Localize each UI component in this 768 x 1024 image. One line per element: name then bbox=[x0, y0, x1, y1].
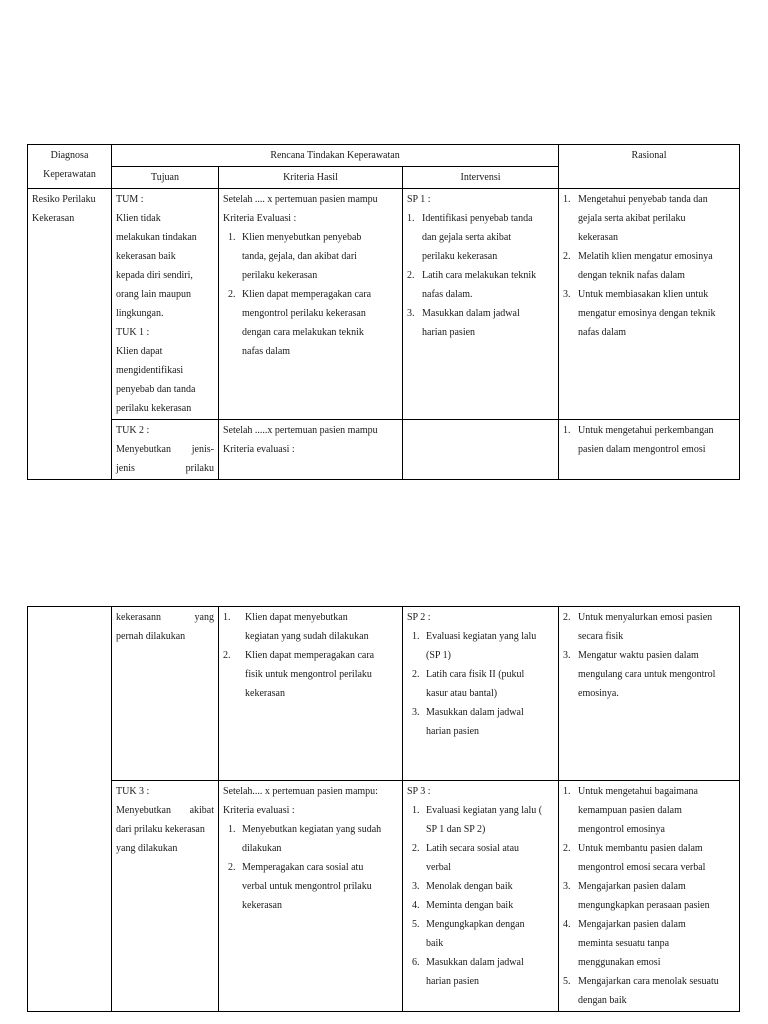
kriteria-cell bbox=[219, 607, 403, 781]
list-item-line: verbal untuk mengontrol prilaku bbox=[242, 881, 372, 892]
list-item-line: nafas dalam bbox=[578, 327, 627, 338]
list-number: 1. bbox=[228, 232, 236, 243]
text-line: kekerasan baik bbox=[116, 251, 176, 262]
list-item-line: baik bbox=[426, 938, 444, 949]
intervensi-list bbox=[407, 627, 554, 741]
list-item-line: Untuk mengetahui bagaimana bbox=[578, 786, 698, 797]
tujuan-cell bbox=[112, 420, 219, 480]
list-item-line: Klien dapat memperagakan cara bbox=[242, 289, 372, 300]
tujuan-line: dari prilaku kekerasan bbox=[116, 824, 205, 835]
list-item-line: menggunakan emosi bbox=[578, 957, 661, 968]
header-intervensi: Intervensi bbox=[403, 167, 559, 189]
list-item bbox=[223, 285, 398, 361]
list-number: 2. bbox=[228, 289, 236, 300]
intervensi-cell bbox=[403, 607, 559, 781]
list-item-line: dan gejala serta akibat bbox=[422, 232, 512, 243]
list-item-line: Memperagakan cara sosial atu bbox=[242, 862, 364, 873]
text-line: penyebab dan tanda bbox=[116, 384, 196, 395]
list-item bbox=[563, 782, 735, 839]
rasional-cell bbox=[559, 781, 740, 1012]
list-item bbox=[407, 209, 554, 266]
list-item-line: Menyebutkan kegiatan yang sudah bbox=[242, 824, 382, 835]
list-item bbox=[407, 953, 554, 991]
text-line: mengidentifikasi bbox=[116, 365, 184, 376]
intervensi-cell bbox=[403, 781, 559, 1012]
list-item-line: verbal bbox=[426, 862, 451, 873]
list-item-line: kasur atau bantal) bbox=[426, 688, 498, 699]
list-number: 3. bbox=[412, 707, 420, 718]
list-item-line: mengontrol emosi secara verbal bbox=[578, 862, 706, 873]
list-item-line: Klien dapat menyebutkan bbox=[245, 612, 348, 623]
list-item-line: dengan cara melakukan teknik bbox=[242, 327, 364, 338]
list-number: 3. bbox=[407, 308, 415, 319]
kriteria-cell bbox=[219, 189, 403, 420]
list-item-line: kekerasan bbox=[578, 232, 619, 243]
list-number: 5. bbox=[563, 976, 571, 987]
list-number: 1. bbox=[407, 213, 415, 224]
list-item bbox=[563, 285, 735, 342]
intervensi-cell bbox=[403, 189, 559, 420]
list-item-line: perilaku kekerasan bbox=[242, 270, 318, 281]
list-item bbox=[563, 915, 735, 972]
list-item-line: emosinya. bbox=[578, 688, 619, 699]
list-number: 3. bbox=[563, 881, 571, 892]
list-number: 2. bbox=[407, 270, 415, 281]
list-item-line: perilaku kekerasan bbox=[422, 251, 498, 262]
rasional-list bbox=[563, 782, 735, 1010]
list-item bbox=[407, 896, 554, 915]
list-item-line: kemampuan pasien dalam bbox=[578, 805, 682, 816]
list-item-line: harian pasien bbox=[426, 726, 480, 737]
list-item-line: Melatih klien mengatur emosinya bbox=[578, 251, 713, 262]
rasional-list bbox=[563, 421, 735, 459]
list-item-line: Latih cara melakukan teknik bbox=[422, 270, 537, 281]
intervensi-title: SP 2 : bbox=[407, 612, 431, 623]
list-number: 3. bbox=[563, 650, 571, 661]
tujuan-line: TUK 3 : bbox=[116, 786, 150, 797]
list-item bbox=[407, 839, 554, 877]
list-item-line: Identifikasi penyebab tanda bbox=[422, 213, 533, 224]
list-item-line: gejala serta akibat perilaku bbox=[578, 213, 686, 224]
list-number: 1. bbox=[223, 612, 231, 623]
list-number: 1. bbox=[412, 805, 420, 816]
list-item-line: harian pasien bbox=[422, 327, 476, 338]
tujuan-line: yang dilakukan bbox=[116, 843, 178, 854]
text-line: melakukan tindakan bbox=[116, 232, 197, 243]
rasional-cell bbox=[559, 607, 740, 781]
text-line: perilaku kekerasan bbox=[116, 403, 192, 414]
kriteria-intro bbox=[223, 782, 398, 820]
tujuan-line: Menyebutkan akibat bbox=[116, 805, 214, 816]
list-item bbox=[563, 972, 735, 1010]
list-item-line: mengontrol perilaku kekerasan bbox=[242, 308, 366, 319]
list-item-line: dilakukan bbox=[242, 843, 282, 854]
list-item-line: Untuk membiasakan klien untuk bbox=[578, 289, 709, 300]
header-kriteria: Kriteria Hasil bbox=[219, 167, 403, 189]
list-item-line: Untuk mengetahui perkembangan bbox=[578, 425, 714, 436]
list-item-line: nafas dalam bbox=[242, 346, 291, 357]
header-rasional: Rasional bbox=[559, 145, 740, 189]
tujuan-cell bbox=[112, 607, 219, 781]
list-item-line: kekerasan bbox=[245, 688, 285, 699]
list-item-line: tanda, gejala, dan akibat dari bbox=[242, 251, 357, 262]
text-line: Setelah .... x pertemuan pasien mampu bbox=[223, 194, 378, 205]
list-item-line: mengulang cara untuk mengontrol bbox=[578, 669, 716, 680]
text-line: Klien dapat bbox=[116, 346, 163, 357]
tujuan-line: kekerasann yang bbox=[116, 612, 214, 623]
list-item-line: mengungkapkan perasaan pasien bbox=[578, 900, 710, 911]
list-item bbox=[407, 877, 554, 896]
list-item-line: Evaluasi kegiatan yang lalu ( bbox=[426, 805, 543, 816]
list-number: 2. bbox=[228, 862, 236, 873]
list-number: 5. bbox=[412, 919, 420, 930]
list-item bbox=[563, 839, 735, 877]
list-item bbox=[223, 820, 398, 858]
tujuan-line: Menyebutkan jenis- bbox=[116, 444, 214, 455]
list-item-line: Untuk menyalurkan emosi pasien bbox=[578, 612, 713, 623]
list-number: 1. bbox=[228, 824, 236, 835]
list-item-line: Latih cara fisik II (pukul bbox=[426, 669, 525, 680]
list-number: 3. bbox=[563, 289, 571, 300]
care-plan-table-2 bbox=[27, 606, 740, 1012]
list-item-line: Masukkan dalam jadwal bbox=[426, 707, 524, 718]
list-item-line: Untuk membantu pasien dalam bbox=[578, 843, 703, 854]
list-item-line: Mengajarkan pasien dalam bbox=[578, 881, 686, 892]
list-item-line: Mengajarkan pasien dalam bbox=[578, 919, 686, 930]
intervensi-cell bbox=[403, 420, 559, 480]
kriteria-list bbox=[223, 608, 398, 703]
list-number: 1. bbox=[563, 194, 571, 205]
intervensi-title: SP 1 : bbox=[407, 194, 431, 205]
list-item bbox=[563, 190, 735, 247]
list-item bbox=[563, 247, 735, 285]
list-item bbox=[223, 228, 398, 285]
list-item-line: Evaluasi kegiatan yang lalu bbox=[426, 631, 537, 642]
list-item bbox=[407, 665, 554, 703]
text-line: Setelah .....x pertemuan pasien mampu bbox=[223, 425, 378, 436]
tujuan-line: pernah dilakukan bbox=[116, 631, 186, 642]
text-line: TUM : bbox=[116, 194, 144, 205]
tujuan-cell bbox=[112, 189, 219, 420]
list-item bbox=[407, 915, 554, 953]
kriteria-cell bbox=[219, 781, 403, 1012]
care-plan-table-1 bbox=[27, 144, 740, 480]
intervensi-list bbox=[407, 801, 554, 991]
list-item-line: dengan baik bbox=[578, 995, 627, 1006]
text-line: Klien tidak bbox=[116, 213, 161, 224]
tujuan-line: TUK 2 : bbox=[116, 425, 150, 436]
header-diagnosa-line1: Diagnosa bbox=[50, 150, 89, 161]
kriteria-list bbox=[223, 228, 398, 361]
list-item bbox=[223, 858, 398, 915]
text-line: Kriteria evaluasi : bbox=[223, 805, 295, 816]
list-number: 6. bbox=[412, 957, 420, 968]
rasional-list bbox=[563, 608, 735, 703]
list-number: 1. bbox=[412, 631, 420, 642]
text-line: Kriteria evaluasi : bbox=[223, 444, 295, 455]
text-line: lingkungan. bbox=[116, 308, 164, 319]
list-item-line: Meminta dengan baik bbox=[426, 900, 514, 911]
rasional-list bbox=[563, 190, 735, 342]
table-row bbox=[28, 781, 740, 1012]
text-line: TUK 1 : bbox=[116, 327, 150, 338]
list-item-line: meminta sesuatu tanpa bbox=[578, 938, 670, 949]
header-diagnosa bbox=[28, 145, 112, 189]
list-item bbox=[563, 608, 735, 646]
list-item bbox=[407, 801, 554, 839]
text-line: kepada diri sendiri, bbox=[116, 270, 193, 281]
list-item-line: harian pasien bbox=[426, 976, 480, 987]
list-item-line: SP 1 dan SP 2) bbox=[426, 824, 486, 835]
list-item-line: pasien dalam mengontrol emosi bbox=[578, 444, 706, 455]
diagnosa-cell bbox=[28, 189, 112, 480]
list-item-line: secara fisik bbox=[578, 631, 624, 642]
diagnosa-cell bbox=[28, 607, 112, 1012]
tujuan-line: jenis prilaku bbox=[116, 463, 214, 474]
list-item bbox=[407, 627, 554, 665]
kriteria-cell bbox=[219, 420, 403, 480]
intervensi-list bbox=[407, 209, 554, 342]
table-row bbox=[28, 189, 740, 420]
table-row bbox=[28, 607, 740, 781]
rasional-cell bbox=[559, 189, 740, 420]
list-item-line: Latih secara sosial atau bbox=[426, 843, 520, 854]
tujuan-cell bbox=[112, 781, 219, 1012]
header-row-1 bbox=[28, 145, 740, 167]
list-item-line: Mengetahui penyebab tanda dan bbox=[578, 194, 708, 205]
header-diagnosa-line2: Keperawatan bbox=[43, 169, 96, 180]
list-item-line: Mengungkapkan dengan bbox=[426, 919, 525, 930]
list-item-line: Mengajarkan cara menolak sesuatu bbox=[578, 976, 719, 987]
list-number: 3. bbox=[412, 881, 420, 892]
text-line: orang lain maupun bbox=[116, 289, 191, 300]
list-item-line: mengatur emosinya dengan teknik bbox=[578, 308, 716, 319]
list-item-line: fisik untuk mengontrol perilaku bbox=[245, 669, 372, 680]
list-number: 2. bbox=[412, 669, 420, 680]
list-number: 2. bbox=[563, 251, 571, 262]
rasional-cell bbox=[559, 420, 740, 480]
list-item bbox=[563, 646, 735, 703]
list-number: 1. bbox=[563, 786, 571, 797]
text-line: Kekerasan bbox=[32, 213, 75, 224]
list-item-line: Menolak dengan baik bbox=[426, 881, 513, 892]
text-line: Setelah.... x pertemuan pasien mampu: bbox=[223, 786, 378, 797]
header-tujuan: Tujuan bbox=[112, 167, 219, 189]
list-item-line: (SP 1) bbox=[426, 650, 451, 661]
list-item-line: Masukkan dalam jadwal bbox=[422, 308, 520, 319]
intervensi-title: SP 3 : bbox=[407, 786, 431, 797]
list-item-line: Masukkan dalam jadwal bbox=[426, 957, 524, 968]
list-item-line: nafas dalam. bbox=[422, 289, 473, 300]
list-item-line: dengan teknik nafas dalam bbox=[578, 270, 685, 281]
list-item-line: Mengatur waktu pasien dalam bbox=[578, 650, 699, 661]
list-item bbox=[563, 421, 735, 459]
header-rencana: Rencana Tindakan Keperawatan bbox=[112, 145, 559, 167]
list-item bbox=[407, 304, 554, 342]
list-item bbox=[223, 608, 398, 646]
list-number: 2. bbox=[223, 650, 231, 661]
list-item bbox=[563, 877, 735, 915]
text-line: Kriteria Evaluasi : bbox=[223, 213, 297, 224]
list-item-line: mengontrol emosinya bbox=[578, 824, 665, 835]
list-number: 1. bbox=[563, 425, 571, 436]
list-number: 2. bbox=[563, 612, 571, 623]
list-item bbox=[223, 646, 398, 703]
list-number: 2. bbox=[563, 843, 571, 854]
list-item bbox=[407, 703, 554, 741]
list-item-line: kekerasan bbox=[242, 900, 282, 911]
text-line: Resiko Perilaku bbox=[32, 194, 96, 205]
list-item-line: Klien menyebutkan penyebab bbox=[242, 232, 362, 243]
kriteria-list bbox=[223, 820, 398, 915]
kriteria-intro bbox=[223, 190, 398, 228]
list-number: 4. bbox=[412, 900, 420, 911]
list-item bbox=[407, 266, 554, 304]
list-number: 4. bbox=[563, 919, 571, 930]
table-row bbox=[28, 420, 740, 480]
list-item-line: Klien dapat memperagakan cara bbox=[245, 650, 375, 661]
list-number: 2. bbox=[412, 843, 420, 854]
list-item-line: kegiatan yang sudah dilakukan bbox=[245, 631, 369, 642]
